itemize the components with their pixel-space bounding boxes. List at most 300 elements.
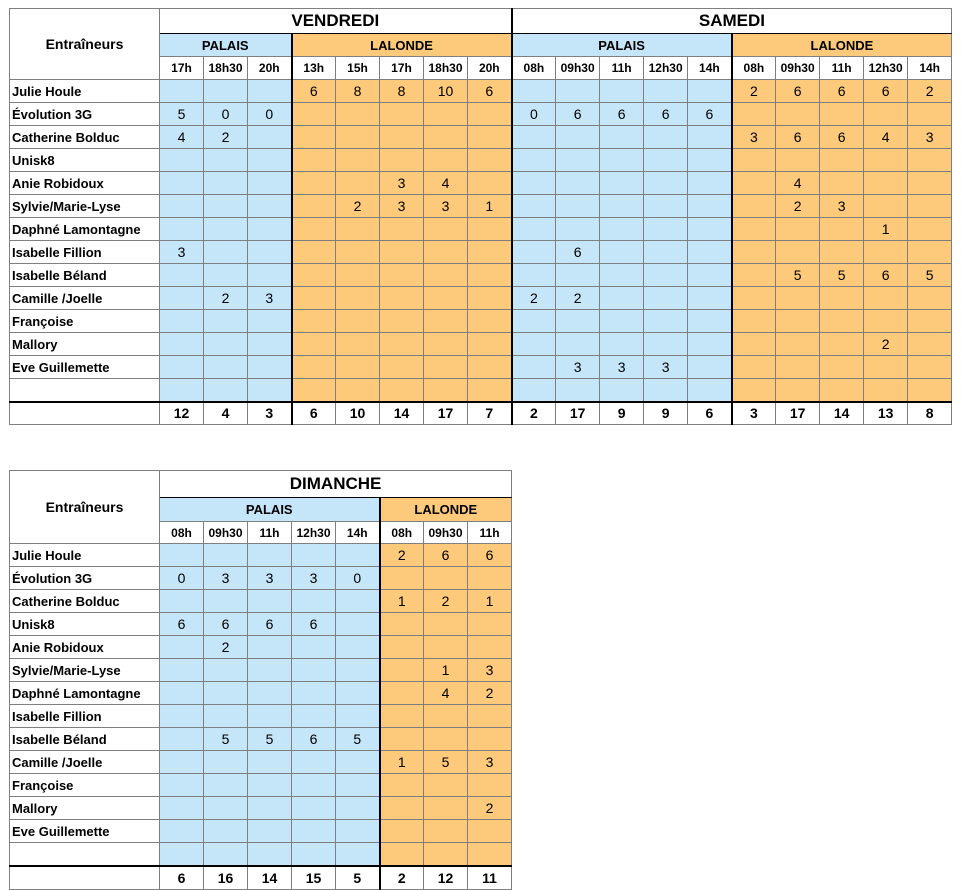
value-cell bbox=[468, 567, 512, 590]
value-cell bbox=[380, 310, 424, 333]
value-cell bbox=[160, 659, 204, 682]
value-cell bbox=[336, 797, 380, 820]
value-cell: 1 bbox=[380, 751, 424, 774]
value-cell bbox=[776, 310, 820, 333]
table-row bbox=[10, 195, 952, 218]
value-cell bbox=[424, 126, 468, 149]
value-cell bbox=[908, 310, 952, 333]
table-row bbox=[10, 843, 512, 866]
time-slot-header: 20h bbox=[248, 57, 292, 80]
value-cell bbox=[820, 356, 864, 379]
value-cell bbox=[336, 590, 380, 613]
value-cell bbox=[204, 820, 248, 843]
value-cell: 6 bbox=[248, 613, 292, 636]
value-cell bbox=[292, 797, 336, 820]
value-cell bbox=[644, 264, 688, 287]
location-header: PALAIS bbox=[160, 498, 380, 522]
value-cell bbox=[600, 126, 644, 149]
value-cell bbox=[204, 80, 248, 103]
value-cell bbox=[160, 797, 204, 820]
value-cell bbox=[688, 264, 732, 287]
table-row bbox=[10, 659, 512, 682]
value-cell bbox=[336, 356, 380, 379]
value-cell bbox=[512, 356, 556, 379]
value-cell bbox=[556, 379, 600, 402]
value-cell: 4 bbox=[424, 172, 468, 195]
value-cell bbox=[820, 149, 864, 172]
value-cell bbox=[248, 80, 292, 103]
value-cell bbox=[468, 333, 512, 356]
value-cell bbox=[644, 80, 688, 103]
value-cell bbox=[732, 103, 776, 126]
value-cell: 6 bbox=[556, 103, 600, 126]
value-cell bbox=[160, 264, 204, 287]
value-cell bbox=[644, 333, 688, 356]
value-cell bbox=[248, 310, 292, 333]
value-cell bbox=[336, 659, 380, 682]
value-cell bbox=[292, 659, 336, 682]
trainer-name: Catherine Bolduc bbox=[10, 590, 160, 613]
value-cell bbox=[292, 544, 336, 567]
table-row bbox=[10, 356, 952, 379]
trainer-name: Sylvie/Marie-Lyse bbox=[10, 659, 160, 682]
table-row bbox=[10, 310, 952, 333]
time-slot-header: 12h30 bbox=[864, 57, 908, 80]
value-cell: 5 bbox=[160, 103, 204, 126]
value-cell bbox=[248, 797, 292, 820]
value-cell bbox=[424, 567, 468, 590]
table-row bbox=[10, 682, 512, 705]
value-cell bbox=[424, 797, 468, 820]
value-cell bbox=[204, 241, 248, 264]
value-cell bbox=[512, 218, 556, 241]
value-cell bbox=[556, 149, 600, 172]
value-cell bbox=[468, 356, 512, 379]
value-cell bbox=[204, 774, 248, 797]
value-cell bbox=[380, 287, 424, 310]
total-cell: 6 bbox=[688, 402, 732, 425]
value-cell bbox=[204, 218, 248, 241]
value-cell bbox=[204, 682, 248, 705]
value-cell: 3 bbox=[468, 751, 512, 774]
value-cell bbox=[380, 705, 424, 728]
value-cell bbox=[688, 172, 732, 195]
value-cell: 5 bbox=[820, 264, 864, 287]
table-row bbox=[10, 172, 952, 195]
value-cell bbox=[248, 333, 292, 356]
table-row bbox=[10, 705, 512, 728]
value-cell bbox=[776, 149, 820, 172]
value-cell: 4 bbox=[864, 126, 908, 149]
value-cell bbox=[556, 310, 600, 333]
value-cell bbox=[732, 149, 776, 172]
time-slot-header: 17h bbox=[380, 57, 424, 80]
trainer-name: Unisk8 bbox=[10, 149, 160, 172]
total-cell: 15 bbox=[292, 866, 336, 890]
value-cell bbox=[732, 264, 776, 287]
value-cell bbox=[248, 843, 292, 866]
time-slot-header: 08h bbox=[732, 57, 776, 80]
value-cell: 3 bbox=[248, 287, 292, 310]
totals-row bbox=[10, 866, 512, 890]
value-cell: 3 bbox=[600, 356, 644, 379]
value-cell bbox=[600, 333, 644, 356]
value-cell bbox=[160, 544, 204, 567]
value-cell bbox=[204, 590, 248, 613]
value-cell: 3 bbox=[820, 195, 864, 218]
trainer-name: Isabelle Béland bbox=[10, 264, 160, 287]
value-cell bbox=[908, 356, 952, 379]
value-cell bbox=[688, 195, 732, 218]
trainer-name: Camille /Joelle bbox=[10, 751, 160, 774]
value-cell bbox=[732, 379, 776, 402]
value-cell bbox=[160, 287, 204, 310]
value-cell: 4 bbox=[776, 172, 820, 195]
value-cell bbox=[820, 287, 864, 310]
value-cell bbox=[204, 172, 248, 195]
value-cell: 6 bbox=[468, 80, 512, 103]
time-slot-header: 09h30 bbox=[204, 522, 248, 544]
value-cell bbox=[468, 728, 512, 751]
value-cell bbox=[864, 195, 908, 218]
value-cell bbox=[468, 103, 512, 126]
time-slot-header: 13h bbox=[292, 57, 336, 80]
value-cell bbox=[468, 843, 512, 866]
value-cell bbox=[512, 264, 556, 287]
value-cell: 3 bbox=[908, 126, 952, 149]
table-row bbox=[10, 80, 952, 103]
value-cell bbox=[292, 149, 336, 172]
value-cell bbox=[688, 126, 732, 149]
value-cell bbox=[424, 103, 468, 126]
value-cell: 1 bbox=[468, 590, 512, 613]
value-cell bbox=[292, 287, 336, 310]
value-cell: 0 bbox=[204, 103, 248, 126]
value-cell: 1 bbox=[424, 659, 468, 682]
value-cell bbox=[380, 682, 424, 705]
value-cell bbox=[424, 820, 468, 843]
total-cell: 17 bbox=[424, 402, 468, 425]
day-header: VENDREDI bbox=[160, 9, 512, 34]
value-cell bbox=[864, 103, 908, 126]
value-cell bbox=[732, 172, 776, 195]
value-cell bbox=[204, 659, 248, 682]
value-cell bbox=[380, 149, 424, 172]
value-cell: 2 bbox=[468, 797, 512, 820]
total-cell: 2 bbox=[380, 866, 424, 890]
value-cell bbox=[864, 379, 908, 402]
total-cell: 17 bbox=[556, 402, 600, 425]
time-slot-header: 15h bbox=[336, 57, 380, 80]
value-cell bbox=[160, 682, 204, 705]
table-row bbox=[10, 544, 512, 567]
value-cell bbox=[512, 149, 556, 172]
table-row bbox=[10, 797, 512, 820]
value-cell bbox=[820, 333, 864, 356]
value-cell bbox=[908, 379, 952, 402]
value-cell: 6 bbox=[644, 103, 688, 126]
value-cell bbox=[732, 356, 776, 379]
value-cell bbox=[248, 172, 292, 195]
value-cell bbox=[468, 241, 512, 264]
total-cell: 7 bbox=[468, 402, 512, 425]
value-cell bbox=[600, 172, 644, 195]
value-cell: 6 bbox=[600, 103, 644, 126]
value-cell: 3 bbox=[204, 567, 248, 590]
value-cell bbox=[600, 149, 644, 172]
value-cell: 3 bbox=[644, 356, 688, 379]
value-cell bbox=[160, 636, 204, 659]
value-cell: 5 bbox=[204, 728, 248, 751]
value-cell bbox=[468, 287, 512, 310]
value-cell bbox=[776, 103, 820, 126]
time-slot-header: 18h30 bbox=[204, 57, 248, 80]
value-cell: 1 bbox=[864, 218, 908, 241]
value-cell bbox=[820, 241, 864, 264]
value-cell bbox=[292, 843, 336, 866]
value-cell bbox=[908, 287, 952, 310]
value-cell bbox=[908, 103, 952, 126]
value-cell bbox=[380, 356, 424, 379]
value-cell bbox=[248, 241, 292, 264]
value-cell bbox=[908, 241, 952, 264]
total-cell: 13 bbox=[864, 402, 908, 425]
value-cell bbox=[292, 218, 336, 241]
value-cell bbox=[556, 195, 600, 218]
table-row bbox=[10, 590, 512, 613]
value-cell bbox=[336, 149, 380, 172]
trainer-name: Unisk8 bbox=[10, 613, 160, 636]
value-cell bbox=[424, 149, 468, 172]
trainers-header: Entraîneurs bbox=[10, 471, 160, 544]
value-cell: 2 bbox=[424, 590, 468, 613]
table-row bbox=[10, 333, 952, 356]
trainer-name: Sylvie/Marie-Lyse bbox=[10, 195, 160, 218]
value-cell: 6 bbox=[556, 241, 600, 264]
schedule-table-friday-saturday bbox=[9, 8, 952, 425]
value-cell bbox=[336, 820, 380, 843]
table-row bbox=[10, 264, 952, 287]
value-cell bbox=[732, 195, 776, 218]
trainer-name: Françoise bbox=[10, 310, 160, 333]
value-cell: 6 bbox=[292, 728, 336, 751]
value-cell bbox=[776, 218, 820, 241]
value-cell bbox=[160, 172, 204, 195]
trainer-name: Évolution 3G bbox=[10, 567, 160, 590]
trainer-name: Françoise bbox=[10, 774, 160, 797]
total-cell: 12 bbox=[424, 866, 468, 890]
day-header: SAMEDI bbox=[512, 9, 952, 34]
value-cell: 3 bbox=[732, 126, 776, 149]
value-cell bbox=[380, 126, 424, 149]
value-cell bbox=[336, 379, 380, 402]
value-cell bbox=[776, 241, 820, 264]
value-cell bbox=[688, 80, 732, 103]
time-slot-header: 12h30 bbox=[292, 522, 336, 544]
value-cell bbox=[204, 264, 248, 287]
value-cell: 6 bbox=[292, 80, 336, 103]
value-cell bbox=[732, 333, 776, 356]
value-cell bbox=[292, 126, 336, 149]
value-cell bbox=[336, 218, 380, 241]
value-cell bbox=[424, 636, 468, 659]
value-cell bbox=[644, 149, 688, 172]
trainer-name: Julie Houle bbox=[10, 544, 160, 567]
value-cell bbox=[204, 544, 248, 567]
value-cell bbox=[380, 103, 424, 126]
value-cell bbox=[864, 287, 908, 310]
value-cell bbox=[248, 705, 292, 728]
value-cell bbox=[424, 705, 468, 728]
time-slot-header: 09h30 bbox=[556, 57, 600, 80]
value-cell bbox=[292, 333, 336, 356]
value-cell bbox=[380, 613, 424, 636]
trainer-name: Daphné Lamontagne bbox=[10, 682, 160, 705]
value-cell bbox=[644, 287, 688, 310]
value-cell: 6 bbox=[820, 126, 864, 149]
value-cell bbox=[380, 333, 424, 356]
value-cell: 2 bbox=[336, 195, 380, 218]
value-cell bbox=[248, 774, 292, 797]
value-cell bbox=[336, 172, 380, 195]
value-cell bbox=[336, 843, 380, 866]
value-cell bbox=[688, 287, 732, 310]
value-cell bbox=[292, 356, 336, 379]
value-cell: 6 bbox=[424, 544, 468, 567]
value-cell bbox=[380, 241, 424, 264]
value-cell bbox=[292, 636, 336, 659]
total-cell: 11 bbox=[468, 866, 512, 890]
value-cell bbox=[248, 264, 292, 287]
trainer-name: Isabelle Fillion bbox=[10, 241, 160, 264]
value-cell: 4 bbox=[424, 682, 468, 705]
value-cell: 6 bbox=[864, 80, 908, 103]
value-cell bbox=[776, 356, 820, 379]
value-cell bbox=[908, 172, 952, 195]
value-cell bbox=[644, 172, 688, 195]
value-cell bbox=[204, 379, 248, 402]
time-slot-header: 11h bbox=[248, 522, 292, 544]
value-cell bbox=[424, 241, 468, 264]
value-cell bbox=[644, 310, 688, 333]
value-cell: 0 bbox=[512, 103, 556, 126]
value-cell bbox=[292, 774, 336, 797]
location-header: PALAIS bbox=[512, 34, 732, 57]
value-cell bbox=[468, 126, 512, 149]
value-cell bbox=[864, 310, 908, 333]
value-cell bbox=[468, 218, 512, 241]
total-cell: 14 bbox=[380, 402, 424, 425]
value-cell bbox=[864, 241, 908, 264]
value-cell bbox=[424, 728, 468, 751]
total-cell: 12 bbox=[160, 402, 204, 425]
value-cell bbox=[732, 218, 776, 241]
value-cell bbox=[336, 103, 380, 126]
value-cell bbox=[512, 126, 556, 149]
value-cell: 3 bbox=[380, 195, 424, 218]
value-cell bbox=[292, 310, 336, 333]
value-cell bbox=[820, 310, 864, 333]
value-cell bbox=[908, 149, 952, 172]
value-cell: 2 bbox=[204, 636, 248, 659]
value-cell: 2 bbox=[864, 333, 908, 356]
trainer-name: Eve Guillemette bbox=[10, 356, 160, 379]
value-cell bbox=[160, 218, 204, 241]
value-cell bbox=[248, 544, 292, 567]
value-cell: 3 bbox=[160, 241, 204, 264]
value-cell: 5 bbox=[424, 751, 468, 774]
trainer-name: Eve Guillemette bbox=[10, 820, 160, 843]
value-cell bbox=[380, 264, 424, 287]
location-header: LALONDE bbox=[732, 34, 952, 57]
value-cell bbox=[160, 843, 204, 866]
time-slot-header: 12h30 bbox=[644, 57, 688, 80]
value-cell bbox=[292, 264, 336, 287]
value-cell bbox=[468, 172, 512, 195]
value-cell bbox=[380, 843, 424, 866]
table-row bbox=[10, 613, 512, 636]
value-cell bbox=[468, 149, 512, 172]
value-cell bbox=[468, 705, 512, 728]
value-cell: 2 bbox=[512, 287, 556, 310]
trainer-name: Anie Robidoux bbox=[10, 636, 160, 659]
value-cell bbox=[820, 103, 864, 126]
value-cell bbox=[160, 149, 204, 172]
value-cell bbox=[204, 310, 248, 333]
value-cell bbox=[424, 774, 468, 797]
value-cell bbox=[248, 149, 292, 172]
table-row bbox=[10, 287, 952, 310]
value-cell bbox=[248, 682, 292, 705]
value-cell bbox=[336, 264, 380, 287]
value-cell bbox=[600, 80, 644, 103]
table-row bbox=[10, 149, 952, 172]
time-slot-header: 09h30 bbox=[424, 522, 468, 544]
value-cell bbox=[732, 287, 776, 310]
time-slot-header: 14h bbox=[908, 57, 952, 80]
value-cell bbox=[204, 149, 248, 172]
table-row bbox=[10, 567, 512, 590]
value-cell bbox=[336, 241, 380, 264]
value-cell bbox=[556, 172, 600, 195]
value-cell bbox=[292, 379, 336, 402]
trainer-name: Isabelle Fillion bbox=[10, 705, 160, 728]
value-cell bbox=[688, 241, 732, 264]
value-cell bbox=[160, 379, 204, 402]
table-row bbox=[10, 379, 952, 402]
value-cell: 1 bbox=[380, 590, 424, 613]
value-cell bbox=[248, 218, 292, 241]
value-cell bbox=[160, 774, 204, 797]
value-cell bbox=[688, 333, 732, 356]
value-cell: 3 bbox=[292, 567, 336, 590]
value-cell bbox=[644, 195, 688, 218]
total-cell: 8 bbox=[908, 402, 952, 425]
table-row bbox=[10, 728, 512, 751]
value-cell: 6 bbox=[204, 613, 248, 636]
total-cell: 9 bbox=[644, 402, 688, 425]
value-cell: 0 bbox=[336, 567, 380, 590]
value-cell: 2 bbox=[908, 80, 952, 103]
value-cell bbox=[204, 356, 248, 379]
value-cell bbox=[512, 379, 556, 402]
value-cell bbox=[204, 843, 248, 866]
total-cell: 3 bbox=[248, 402, 292, 425]
total-cell: 17 bbox=[776, 402, 820, 425]
value-cell bbox=[336, 613, 380, 636]
trainer-name bbox=[10, 379, 160, 402]
value-cell bbox=[424, 843, 468, 866]
